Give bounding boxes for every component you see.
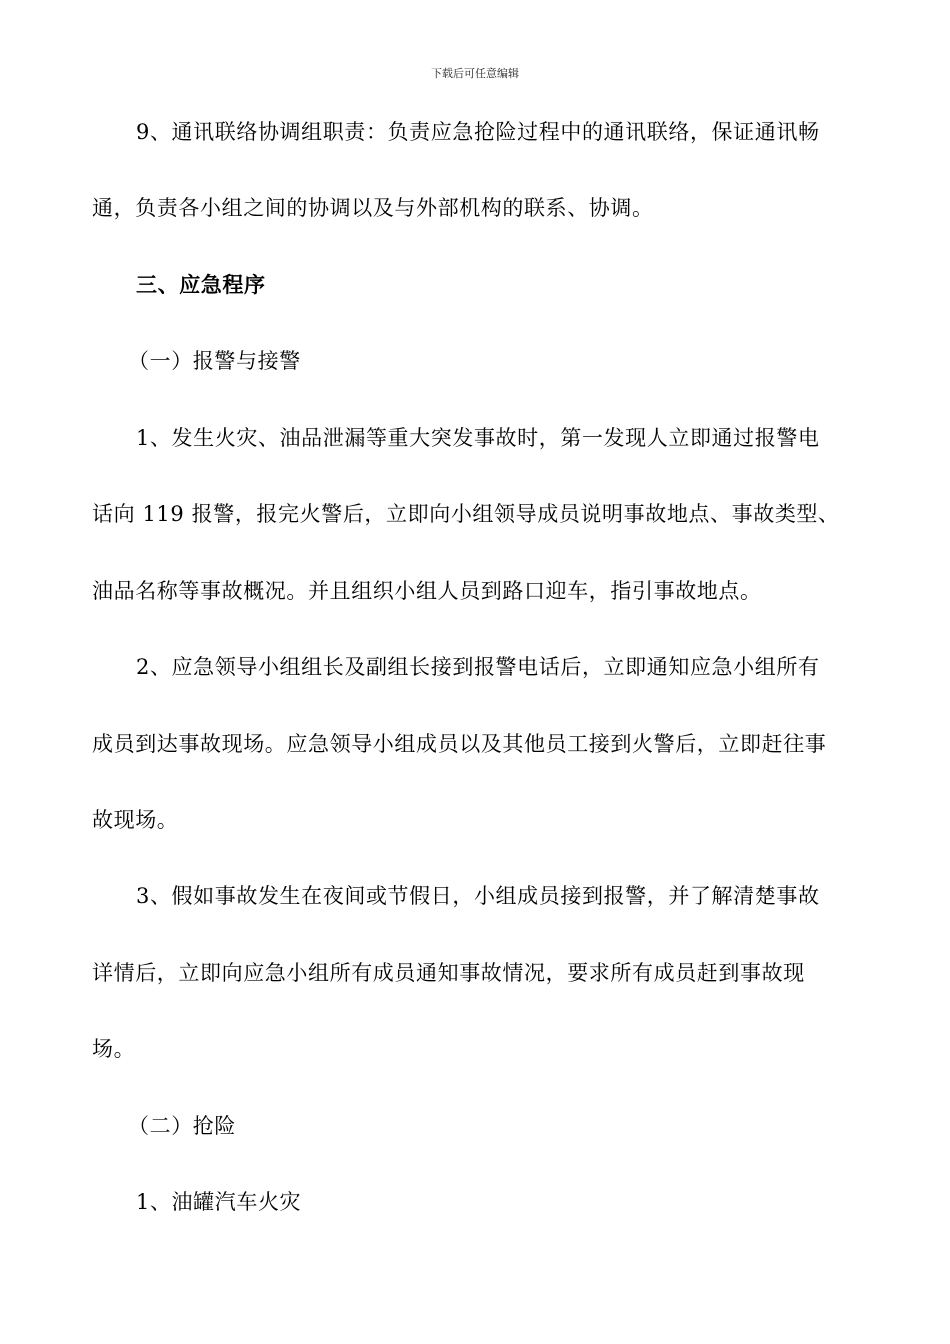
paragraph-line: 油品名称等事故概况。并且组织小组人员到路口迎车，指引事故地点。 (92, 579, 762, 603)
paragraph-line: 9、通讯联络协调组职责：负责应急抢险过程中的通讯联络，保证通讯畅 (136, 120, 820, 144)
paragraph-line: 2、应急领导小组组长及副组长接到报警电话后，立即通知应急小组所有 (136, 655, 820, 679)
paragraph-line: 详情后，立即向应急小组所有成员通知事故情况，要求所有成员赶到事故现 (92, 961, 805, 985)
subsection-heading: （一）报警与接警 (128, 349, 301, 373)
section-heading: 三、应急程序 (136, 273, 266, 297)
paragraph-line: 通，负责各小组之间的协调以及与外部机构的联系、协调。 (92, 196, 654, 220)
subsection-heading: （二）抢险 (128, 1114, 236, 1138)
paragraph-line: 话向 119 报警，报完火警后，立即向小组领导成员说明事故地点、事故类型、 (92, 502, 840, 526)
paragraph-line: 3、假如事故发生在夜间或节假日，小组成员接到报警，并了解清楚事故 (136, 884, 820, 908)
paragraph-line: 场。 (92, 1037, 136, 1061)
paragraph-line: 1、油罐汽车火灾 (136, 1190, 302, 1214)
paragraph-line: 成员到达事故现场。应急领导小组成员以及其他员工接到火警后，立即赶往事 (92, 732, 827, 756)
paragraph-line: 1、发生火灾、油品泄漏等重大突发事故时，第一发现人立即通过报警电 (136, 426, 820, 450)
paragraph-line: 故现场。 (92, 808, 179, 832)
page-header: 下载后可任意编辑 (431, 67, 519, 80)
